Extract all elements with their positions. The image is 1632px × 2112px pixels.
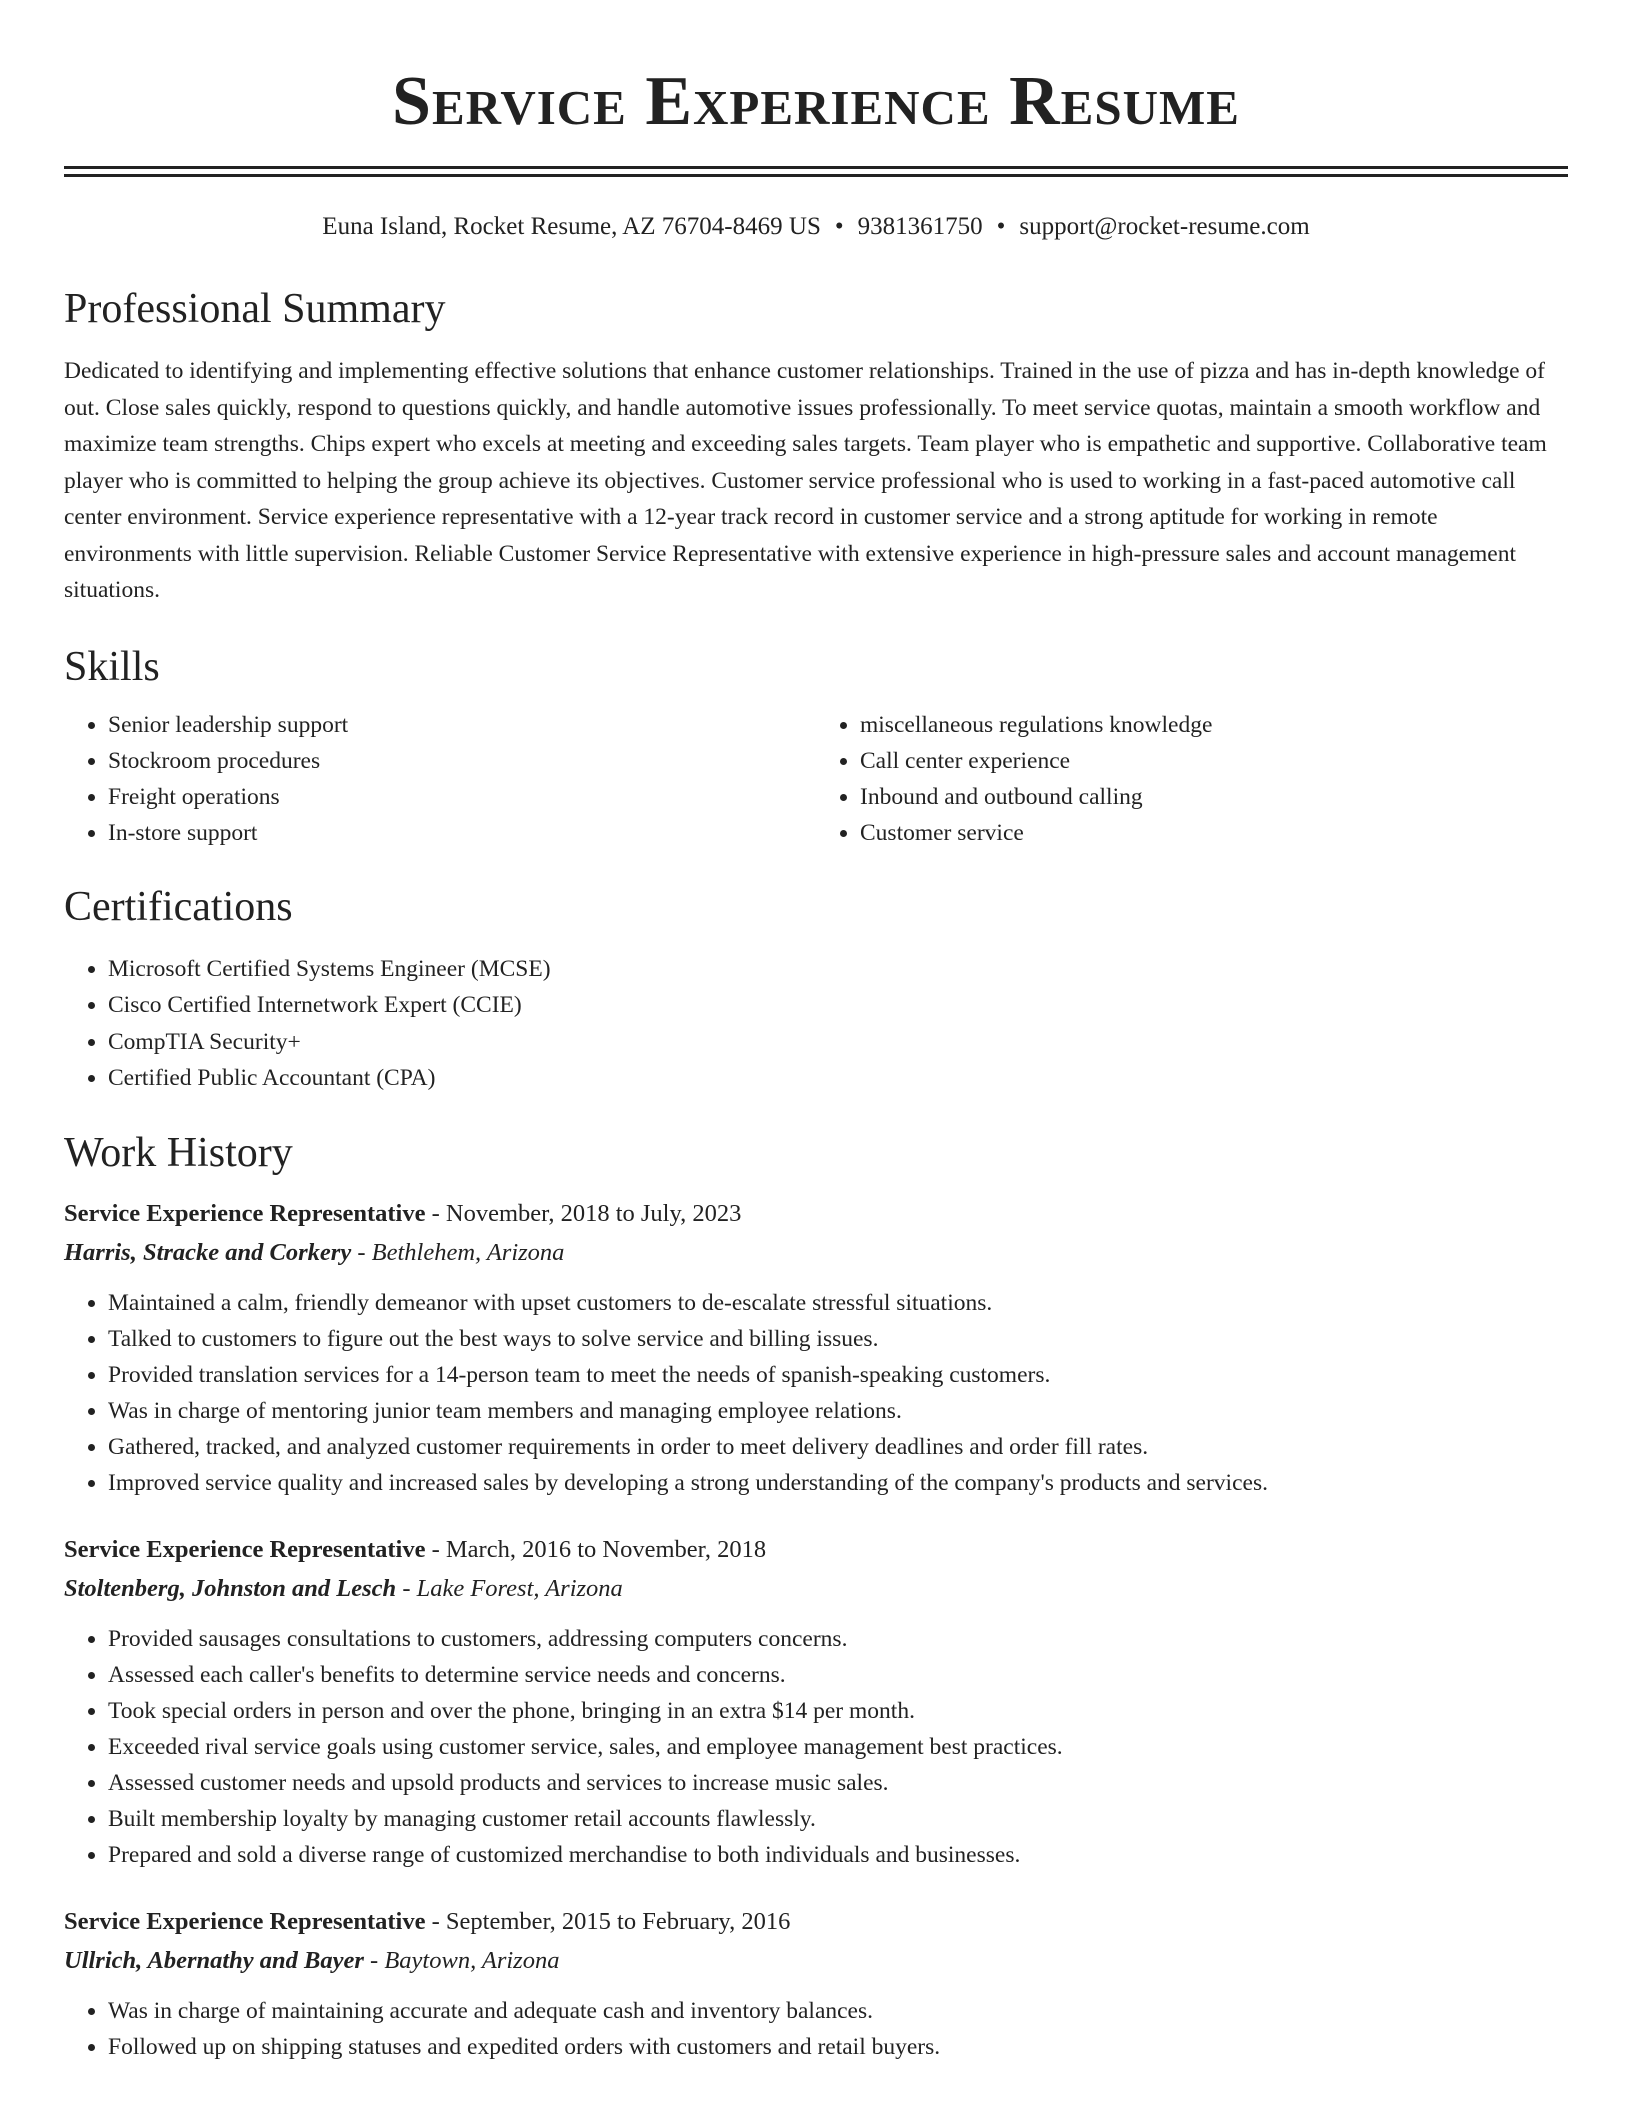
job-location: - Baytown, Arizona bbox=[363, 1946, 560, 1974]
job-bullet: • Improved service quality and increased sales by developing a strong understanding of the company's products and services. bbox=[108, 1465, 1568, 1501]
contact-line bbox=[64, 211, 1568, 243]
certifications-list bbox=[64, 951, 1568, 1097]
job-header bbox=[64, 1195, 1568, 1233]
job-entry bbox=[64, 1195, 1568, 1501]
skill-item: • Customer service bbox=[860, 815, 1568, 851]
job-employer bbox=[64, 1569, 1568, 1609]
job-bullet: • Took special orders in person and over the phone, bringing in an extra $14 per month. bbox=[108, 1693, 1568, 1729]
certifications-heading: Certifications bbox=[64, 883, 293, 930]
job-bullet: • Provided sausages consultations to customers, addressing computers concerns. bbox=[108, 1621, 1568, 1657]
job-location: - Lake Forest, Arizona bbox=[396, 1574, 623, 1602]
job-employer bbox=[64, 1941, 1568, 1981]
job-bullet: • Maintained a calm, friendly demeanor with upset customers to de-escalate stressful situations. bbox=[108, 1285, 1568, 1321]
summary-heading: Professional Summary bbox=[64, 286, 446, 332]
job-company: Ullrich, Abernathy and Bayer bbox=[64, 1946, 364, 1974]
contact-separator: • bbox=[834, 213, 844, 240]
skills-heading: Skills bbox=[64, 643, 160, 690]
contact-separator: • bbox=[996, 213, 1006, 240]
certification-item: • CompTIA Security+ bbox=[108, 1024, 1568, 1061]
skills-list-left bbox=[64, 707, 816, 851]
certification-item: • Cisco Certified Internetwork Expert (CCIE) bbox=[108, 987, 1568, 1024]
job-bullet: • Was in charge of mentoring junior team members and managing employee relations. bbox=[108, 1393, 1568, 1429]
job-bullets bbox=[64, 1285, 1568, 1501]
job-bullet: • Prepared and sold a diverse range of customized merchandise to both individuals and businesses. bbox=[108, 1837, 1568, 1873]
skills-columns bbox=[64, 707, 1568, 851]
certification-item: • Microsoft Certified Systems Engineer (MCSE) bbox=[108, 951, 1568, 988]
certification-item: • Certified Public Accountant (CPA) bbox=[108, 1060, 1568, 1097]
resume-page bbox=[64, 0, 1568, 2065]
job-employer bbox=[64, 1233, 1568, 1273]
contact-email: support@rocket-resume.com bbox=[1019, 213, 1310, 240]
job-title: Service Experience Representative bbox=[64, 1199, 426, 1227]
job-bullet: • Provided translation services for a 14-person team to meet the needs of spanish-speaking customers. bbox=[108, 1357, 1568, 1393]
skills-list-right bbox=[816, 707, 1568, 851]
job-bullet: • Talked to customers to figure out the best ways to solve service and billing issues. bbox=[108, 1321, 1568, 1357]
contact-address: Euna Island, Rocket Resume, AZ 76704-8469 US bbox=[322, 213, 821, 240]
job-bullets bbox=[64, 1993, 1568, 2065]
job-entry bbox=[64, 1531, 1568, 1873]
contact-phone: 9381361750 bbox=[857, 213, 983, 240]
resume-title: Service Experience Resume bbox=[392, 63, 1240, 140]
job-dates: - March, 2016 to November, 2018 bbox=[425, 1535, 767, 1563]
job-bullet: • Was in charge of maintaining accurate and adequate cash and inventory balances. bbox=[108, 1993, 1568, 2029]
job-dates: - November, 2018 to July, 2023 bbox=[425, 1199, 742, 1227]
job-title: Service Experience Representative bbox=[64, 1907, 426, 1935]
summary-text: Dedicated to identifying and implementing effective solutions that enhance customer relationships. Trained in the use of pizza and has in-depth knowledge of out. Close sales quickly, respond to questions quickly, and handle automotive issues professionally. To meet service quotas, maintain a smooth workflow and maximize team strengths. Chips expert who excels at meeting and exceeding sales targets. Team player who is empathetic and supportive. Collaborative team player who is committed to helping the group achieve its objectives. Customer service professional who is used to working in a fast-paced automotive call center environment. Service experience representative with a 12-year track record in customer service and a strong aptitude for working in remote environments with little supervision. Reliable Customer Service Representative with extensive experience in high-pressure sales and account management situations. bbox=[64, 358, 1547, 603]
skill-item: • Call center experience bbox=[860, 743, 1568, 779]
job-entry bbox=[64, 1903, 1568, 2065]
job-company: Harris, Stracke and Corkery bbox=[64, 1238, 352, 1266]
job-bullet: • Followed up on shipping statuses and expedited orders with customers and retail buyers. bbox=[108, 2029, 1568, 2065]
job-company: Stoltenberg, Johnston and Lesch bbox=[64, 1574, 397, 1602]
skill-item: • miscellaneous regulations knowledge bbox=[860, 707, 1568, 743]
skill-item: • Stockroom procedures bbox=[108, 743, 816, 779]
skill-item: • Freight operations bbox=[108, 779, 816, 815]
job-bullet: • Exceeded rival service goals using customer service, sales, and employee management best practices. bbox=[108, 1729, 1568, 1765]
job-title: Service Experience Representative bbox=[64, 1535, 426, 1563]
job-bullet: • Gathered, tracked, and analyzed customer requirements in order to meet delivery deadlines and order fill rates. bbox=[108, 1429, 1568, 1465]
work-history-heading: Work History bbox=[64, 1129, 293, 1176]
job-dates: - September, 2015 to February, 2016 bbox=[425, 1907, 791, 1935]
skill-item: • Senior leadership support bbox=[108, 707, 816, 743]
job-bullet: • Built membership loyalty by managing customer retail accounts flawlessly. bbox=[108, 1801, 1568, 1837]
job-bullet: • Assessed each caller's benefits to determine service needs and concerns. bbox=[108, 1657, 1568, 1693]
job-header bbox=[64, 1531, 1568, 1569]
job-header bbox=[64, 1903, 1568, 1941]
skill-item: • Inbound and outbound calling bbox=[860, 779, 1568, 815]
job-bullet: • Assessed customer needs and upsold products and services to increase music sales. bbox=[108, 1765, 1568, 1801]
title-double-rule bbox=[64, 166, 1568, 177]
job-location: - Bethlehem, Arizona bbox=[351, 1238, 565, 1266]
skill-item: • In-store support bbox=[108, 815, 816, 851]
job-bullets bbox=[64, 1621, 1568, 1873]
